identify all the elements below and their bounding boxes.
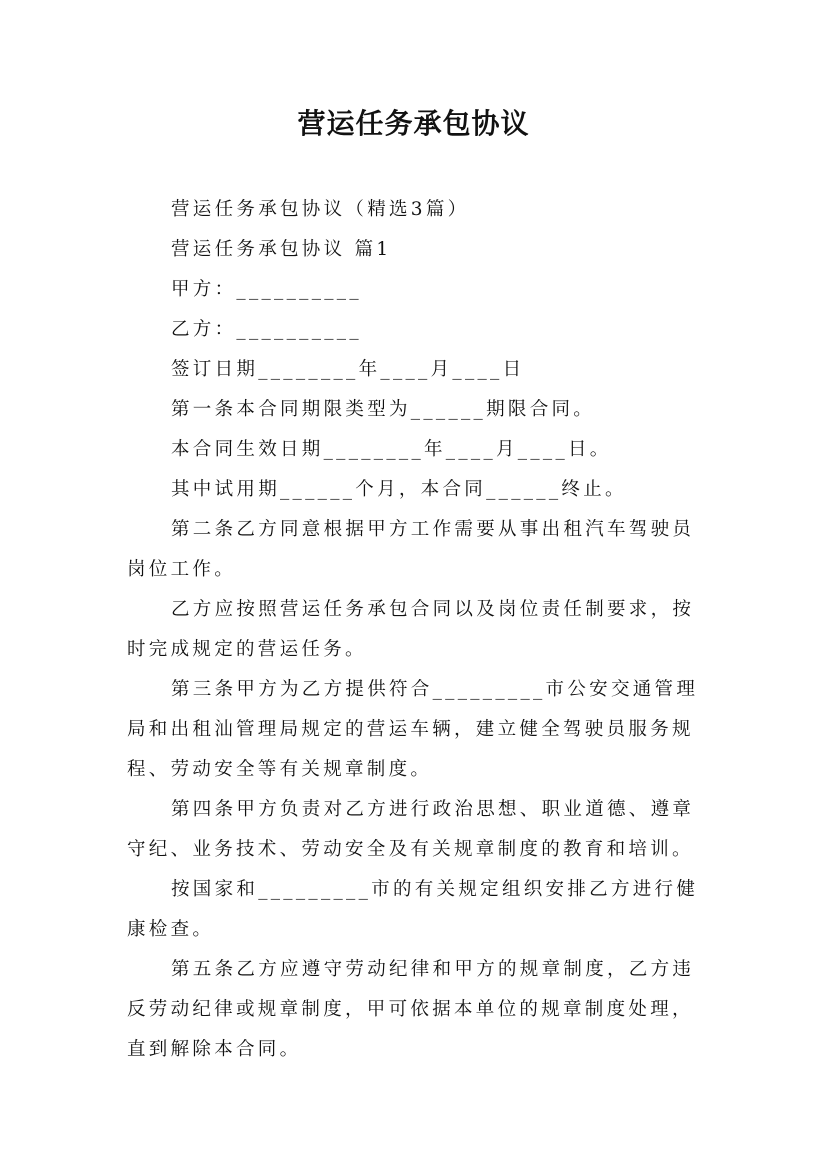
paragraph-effective-date: 本合同生效日期________年____月____日。: [171, 439, 612, 460]
paragraph-article-3: 第三条甲方为乙方提供符合_________市公安交通管理局和出租汕管理局规定的营运车辆，建立健全驾驶员服务规程、劳动安全等有关规章制度。: [127, 679, 699, 780]
paragraph-health-check: 按国家和_________市的有关规定组织安排乙方进行健康检查。: [127, 879, 699, 940]
paragraph-probation: 其中试用期______个月，本合同______终止。: [171, 479, 627, 500]
paragraph-article-4: 第四条甲方负责对乙方进行政治思想、职业道德、遵章守纪、业务技术、劳动安全及有关规章制度的教育和培训。: [127, 799, 695, 860]
document-title: 营运任务承包协议: [297, 107, 530, 140]
paragraph-article-5: 第五条乙方应遵守劳动纪律和甲方的规章制度，乙方违反劳动纪律或规章制度，甲可依据本单位的规章制度处理，直到解除本合同。: [127, 959, 695, 1060]
paragraph-task-completion: 乙方应按照营运任务承包合同以及岗位责任制要求，按时完成规定的营运任务。: [127, 599, 695, 660]
paragraph-sign-date: 签订日期________年____月____日: [171, 359, 525, 380]
document-body: [127, 190, 707, 1070]
paragraph-party-b: 乙方：__________: [171, 319, 362, 340]
paragraph-article-2: 第二条乙方同意根据甲方工作需要从事出租汽车驾驶员岗位工作。: [127, 519, 695, 580]
paragraph-subtitle: 营运任务承包协议（精选3篇）: [171, 199, 470, 220]
paragraph-party-a: 甲方：__________: [171, 279, 362, 300]
paragraph-part-heading: 营运任务承包协议 篇1: [171, 239, 392, 260]
paragraph-article-1: 第一条本合同期限类型为______期限合同。: [171, 399, 596, 420]
